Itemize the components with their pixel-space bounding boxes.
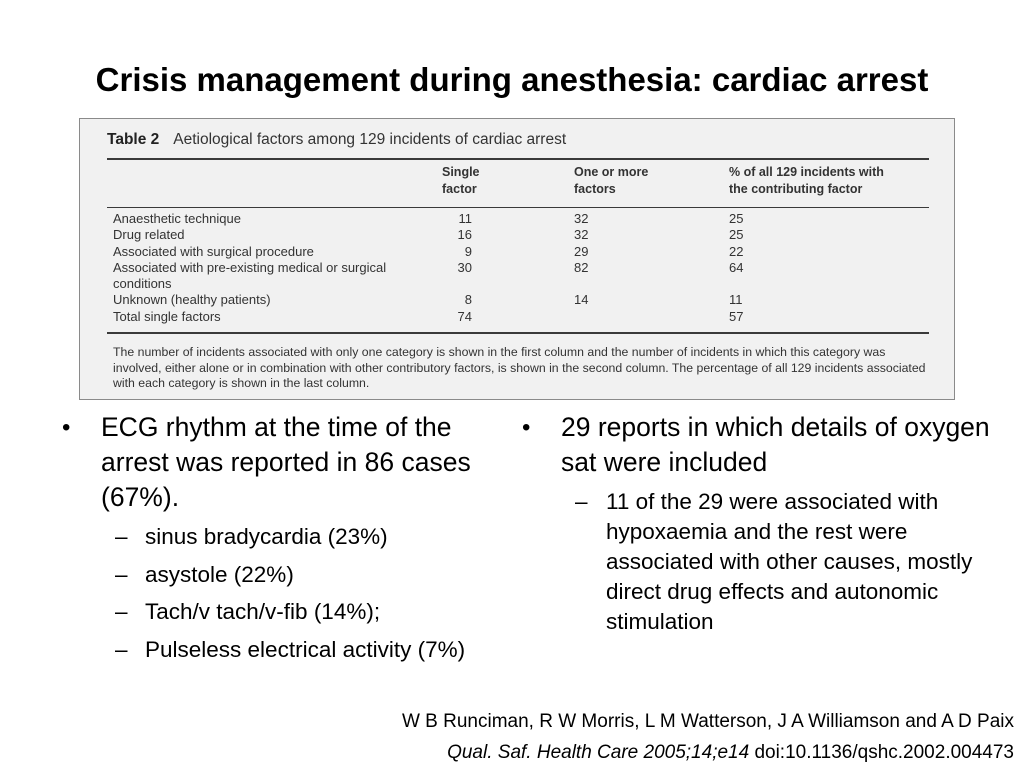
- table-bottom-rule: [107, 332, 929, 334]
- bullet-oxygen-sat: • 29 reports in which details of oxygen sat were included: [522, 412, 990, 477]
- table-row: Anaesthetic technique 11 32 25: [113, 211, 744, 226]
- bullet-icon: •: [522, 414, 531, 441]
- dash-icon: –: [575, 489, 588, 514]
- table-row: Total single factors 74 57: [113, 308, 744, 324]
- citation-source: [402, 737, 1014, 768]
- dash-icon: –: [115, 636, 128, 662]
- sub-bullet: – asystole (22%): [60, 560, 510, 591]
- header-percent: % of all 129 incidents with the contributing factor: [729, 165, 884, 196]
- table-caption: [107, 131, 566, 149]
- bullet-ecg-rhythm: • ECG rhythm at the time of the arrest was reported in 86 cases (67%).: [62, 412, 471, 512]
- sub-bullet: – sinus bradycardia (23%): [60, 522, 510, 553]
- sub-bullet: – 11 of the 29 were associated with hypoxaemia and the rest were associated with other causes, mostly direct drug effects and autonomic stimulation: [575, 489, 973, 634]
- table-figure: [79, 118, 955, 400]
- table-body: [107, 211, 929, 325]
- sub-bullet: – Pulseless electrical activity (7%): [60, 635, 510, 666]
- citation-authors: W B Runciman, R W Morris, L M Watterson, J A Williamson and A D Paix: [401, 711, 1014, 732]
- right-column: [520, 410, 1010, 644]
- table-header-rule: [107, 207, 929, 208]
- header-single-factor: Single factor: [442, 165, 480, 196]
- table-number: Table 2: [107, 131, 160, 148]
- slide-title: Crisis management during anesthesia: cardiac arrest: [95, 61, 929, 98]
- citation-doi: doi:10.1136/qshc.2002.004473: [754, 742, 1014, 763]
- dash-icon: –: [115, 561, 128, 587]
- sub-bullet: – Tach/v tach/v-fib (14%);: [60, 597, 510, 628]
- bullet-icon: •: [62, 414, 71, 441]
- citation-journal: Qual. Saf. Health Care 2005;14;e14: [447, 742, 750, 763]
- table-row: Drug related 16 32 25: [113, 227, 744, 243]
- table-row: Associated with pre-existing medical or surgical conditions 30 82 64: [113, 259, 744, 292]
- table-top-rule: [107, 158, 929, 160]
- table-row: Unknown (healthy patients) 8 14 11: [113, 292, 743, 308]
- table-footnote: The number of incidents associated with only one category is shown in the first column and the number of incidents in which this category was involved, either alone or in combination with other contributory factors, is shown in the second column. The percentage of all 129 incidents associated with each category is shown in the last column.: [113, 345, 926, 390]
- header-one-or-more: One or more factors: [574, 165, 649, 196]
- left-column: [60, 410, 510, 672]
- table-row: Associated with surgical procedure 9 29 22: [113, 243, 744, 259]
- table-caption-text: Aetiological factors among 129 incidents of cardiac arrest: [173, 131, 567, 148]
- citation: [402, 706, 1014, 768]
- dash-icon: –: [115, 524, 128, 549]
- dash-icon: –: [115, 599, 128, 624]
